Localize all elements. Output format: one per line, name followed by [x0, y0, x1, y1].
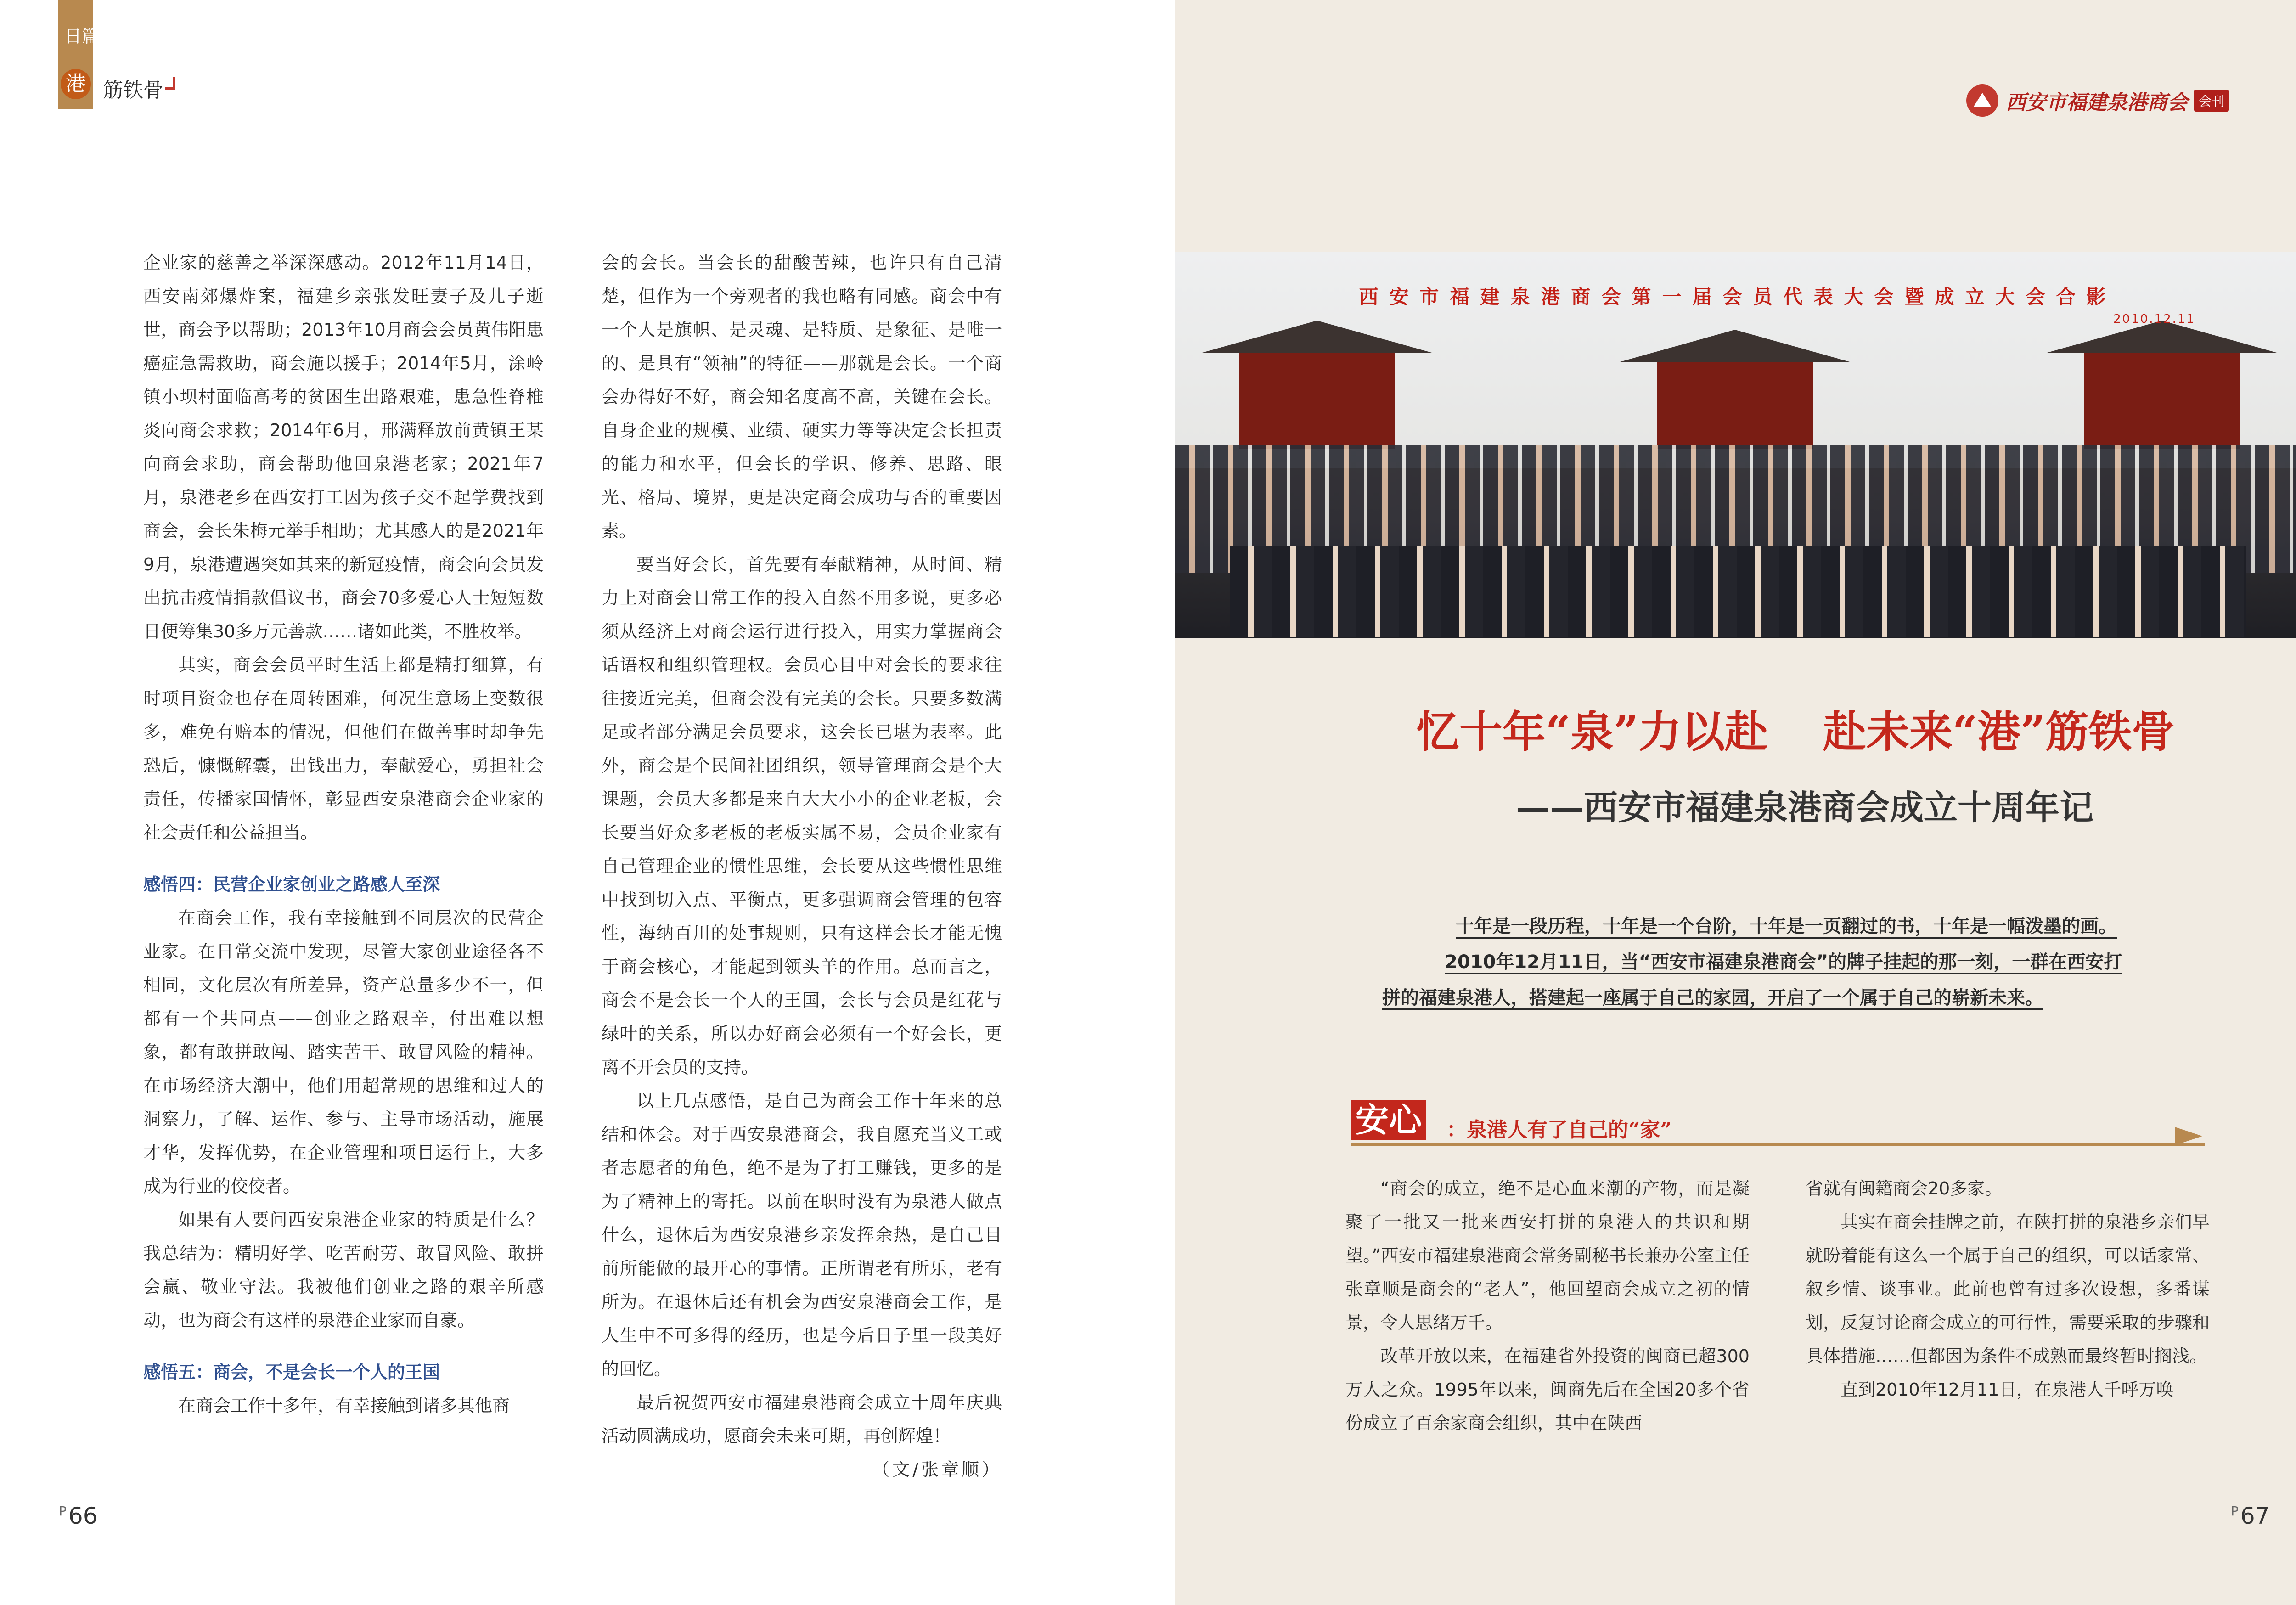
section-box: 安心 [1351, 1100, 1426, 1140]
subheading: 感悟五：商会，不是会长一个人的王国 [143, 1362, 440, 1382]
paragraph: 在商会工作，我有幸接触到不同层次的民营企业家。在日常交流中发现，尽管大家创业途径各不相同，文化层次有所差异，资产总量多少不一，但都有一个共同点——创业之路艰辛，付出难以想象，都有敢拼敢闯、踏实苦干、敢冒风险的精神。在市场经济大潮中，他们用超常规的思维和过人的洞察力，了解、运作、参与、主导市场活动，施展才华，发挥优势，在企业管理和项目运行上，大多成为行业的佼佼者。 [143, 908, 544, 1196]
paragraph: 其实，商会会员平时生活上都是精打细算，有时项目资金也存在周转困难，何况生意场上变数很多，难免有赔本的情况，但他们在做善事时却争先恐后，慷慨解囊，出钱出力，奉献爱心，勇担社会责任，传播家国情怀，彰显西安泉港商会企业家的社会责任和公益担当。 [143, 655, 544, 843]
chamber-logo-icon [1966, 84, 1998, 117]
page-number [59, 1503, 98, 1529]
page-mark-icon: P [2231, 1504, 2239, 1519]
right-column-2 [1806, 1172, 2210, 1407]
pavilion-roof [1620, 330, 1850, 362]
photo-caption: 西安市福建泉港商会第一届会员代表大会暨成立大会合影 [1359, 286, 2117, 308]
pavilion [1657, 362, 1813, 449]
headline-part-2: 赴未来“港”筋铁骨 [1823, 707, 2175, 757]
subtitle: ——西安市福建泉港商会成立十周年记 [1516, 788, 2093, 828]
section-heading: ：泉港人有了自己的“家” [1446, 1118, 1672, 1142]
pavilion [1239, 353, 1395, 449]
paragraph: 改革开放以来，在福建省外投资的闽商已超300万人之众。1995年以来，闽商先后在全国20多个省份成立了百余家商会组织，其中在陕西 [1345, 1346, 1750, 1433]
pavilion [2084, 353, 2240, 449]
paragraph: 企业家的慈善之举深深感动。2012年11月14日，西安南郊爆炸案，福建乡亲张发旺妻子及儿子逝世，商会予以帮助；2013年10月商会会员黄伟阳患癌症急需救助，商会施以援手；2014年5月，涂岭镇小坝村面临高考的贫困生出路艰难，患急性脊椎炎向商会求救；2014年6月，邢满释放前黄镇王某向商会求助，商会帮助他回泉港老家；2021年7月，泉港老乡在西安打工因为孩子交不起学费找到商会，会长朱梅元举手相助；尤其感人的是2021年9月，泉港遭遇突如其来的新冠疫情，商会向会员发出抗击疫情捐款倡议书，商会70多爱心人士短短数日便筹集30多万元善款……诸如此类，不胜枚举。 [143, 253, 544, 642]
intro-line: 拼的福建泉港人，搭建起一座属于自己的家园，开启了一个属于自己的崭新未来。 [1382, 987, 2043, 1008]
crowd-front-row [1230, 546, 2246, 637]
paragraph: 要当好会长，首先要有奉献精神，从时间、精力上对商会日常工作的投入自然不用多说，更多必须从经济上对商会运行进行投入，用实力掌握商会话语权和组织管理权。会员心目中对会长的要求往往接近完美，但商会没有完美的会长。只要多数满足或者部分满足会员要求，这会长已堪为表率。此外，商会是个民间社团组织，领导管理商会是个大课题，会员大多都是来自大大小小的企业老板，会长要当好众多老板的老板实属不易，会员企业家有自己管理企业的惯性思维，会长要从这些惯性思维中找到切入点、平衡点，更多强调商会管理的包容性，海纳百川的处事规则，只有这样会长才能无愧于商会核心，才能起到领头羊的作用。总而言之，商会不是会长一个人的王国，会长与会员是红花与绿叶的关系，所以办好商会必须有一个好会长，更离不开会员的支持。 [602, 554, 1002, 1077]
photo-date: 2010.12.11 [2113, 312, 2195, 326]
headline [1332, 697, 2259, 759]
section-title: 筋铁骨 [103, 79, 163, 102]
paragraph: 如果有人要问西安泉港企业家的特质是什么？我总结为：精明好学、吃苦耐劳、敢冒风险、敢拼会赢、敬业守法。我被他们创业之路的艰辛所感动，也为商会有这样的泉港企业家而自豪。 [143, 1210, 544, 1330]
magazine-brand [1966, 84, 2229, 117]
page-number [2231, 1503, 2270, 1529]
paragraph: 其实在商会挂牌之前，在陕打拼的泉港乡亲们早就盼着能有这么一个属于自己的组织，可以话家常、叙乡情、谈事业。此前也曾有过多次设想，多番谋划，反复讨论商会成立的可行性，需要采取的步骤和具体措施……但都因为条件不成熟而最终暂时搁浅。 [1806, 1212, 2210, 1366]
paragraph: 在商会工作十多年，有幸接触到诸多其他商 [178, 1396, 510, 1416]
page-number-value: 67 [2240, 1503, 2270, 1529]
group-photo [1175, 252, 2296, 638]
paragraph: 最后祝贺西安市福建泉港商会成立十周年庆典活动圆满成功，愿商会未来可期，再创辉煌！ [602, 1392, 1002, 1446]
intro [1382, 908, 2172, 1016]
page-mark-icon: P [59, 1504, 67, 1519]
paragraph: 以上几点感悟，是自己为商会工作十年来的总结和体会。对于西安泉港商会，我自愿充当义工或者志愿者的角色，绝不是为了打工赚钱，更多的是为了精神上的寄托。以前在职时没有为泉港人做点什么，退休后为西安泉港乡亲发挥余热，是自己目前所能做的最开心的事情。正所谓老有所乐，老有所为。在退休后还有机会为西安泉港商会工作，是人生中不可多得的经历，也是今后日子里一段美好的回忆。 [602, 1091, 1002, 1379]
corner-mark-icon [165, 77, 175, 90]
section-label: 日篇 [64, 26, 100, 46]
intro-line: 2010年12月11日，当“西安市福建泉港商会”的牌子挂起的那一刻，一群在西安打 [1445, 952, 2122, 973]
pavilion-roof [1202, 321, 1432, 353]
section-rule [1351, 1143, 2205, 1146]
page-number-value: 66 [68, 1503, 98, 1529]
paragraph: 直到2010年12月11日，在泉港人千呼万唤 [1840, 1380, 2174, 1400]
left-column-1 [143, 246, 544, 1423]
intro-line: 十年是一段历程，十年是一个台阶，十年是一页翻过的书，十年是一幅泼墨的画。 [1456, 916, 2117, 937]
section-badge: 港 [61, 69, 91, 99]
brand-tag: 会刊 [2194, 90, 2229, 112]
paragraph: 省就有闽籍商会20多家。 [1806, 1178, 2003, 1199]
subheading: 感悟四：民营企业家创业之路感人至深 [143, 874, 440, 895]
paragraph: “商会的成立，绝不是心血来潮的产物，而是凝聚了一批又一批来西安打拼的泉港人的共识和期望。”西安市福建泉港商会常务副秘书长兼办公室主任张章顺是商会的“老人”，他回望商会成立之初的情景，令人思绪万千。 [1345, 1178, 1750, 1333]
byline: （文/张章顺） [872, 1459, 1002, 1480]
brand-name: 西安市福建泉港商会 [2006, 91, 2188, 114]
paragraph: 会的会长。当会长的甜酸苦辣，也许只有自己清楚，但作为一个旁观者的我也略有同感。商会中有一个人是旗帜、是灵魂、是特质、是象征、是唯一的、是具有“领袖”的特征——那就是会长。一个商会办得好不好，商会知名度高不高，关键在会长。自身企业的规模、业绩、硬实力等等决定会长担责的能力和水平，但会长的学识、修养、思路、眼光、格局、境界，更是决定商会成功与否的重要因素。 [602, 253, 1002, 541]
left-column-2 [602, 246, 1002, 1487]
headline-part-1: 忆十年“泉”力以赴 [1416, 707, 1768, 757]
arrow-icon [2175, 1127, 2202, 1145]
right-column-1 [1345, 1172, 1750, 1440]
